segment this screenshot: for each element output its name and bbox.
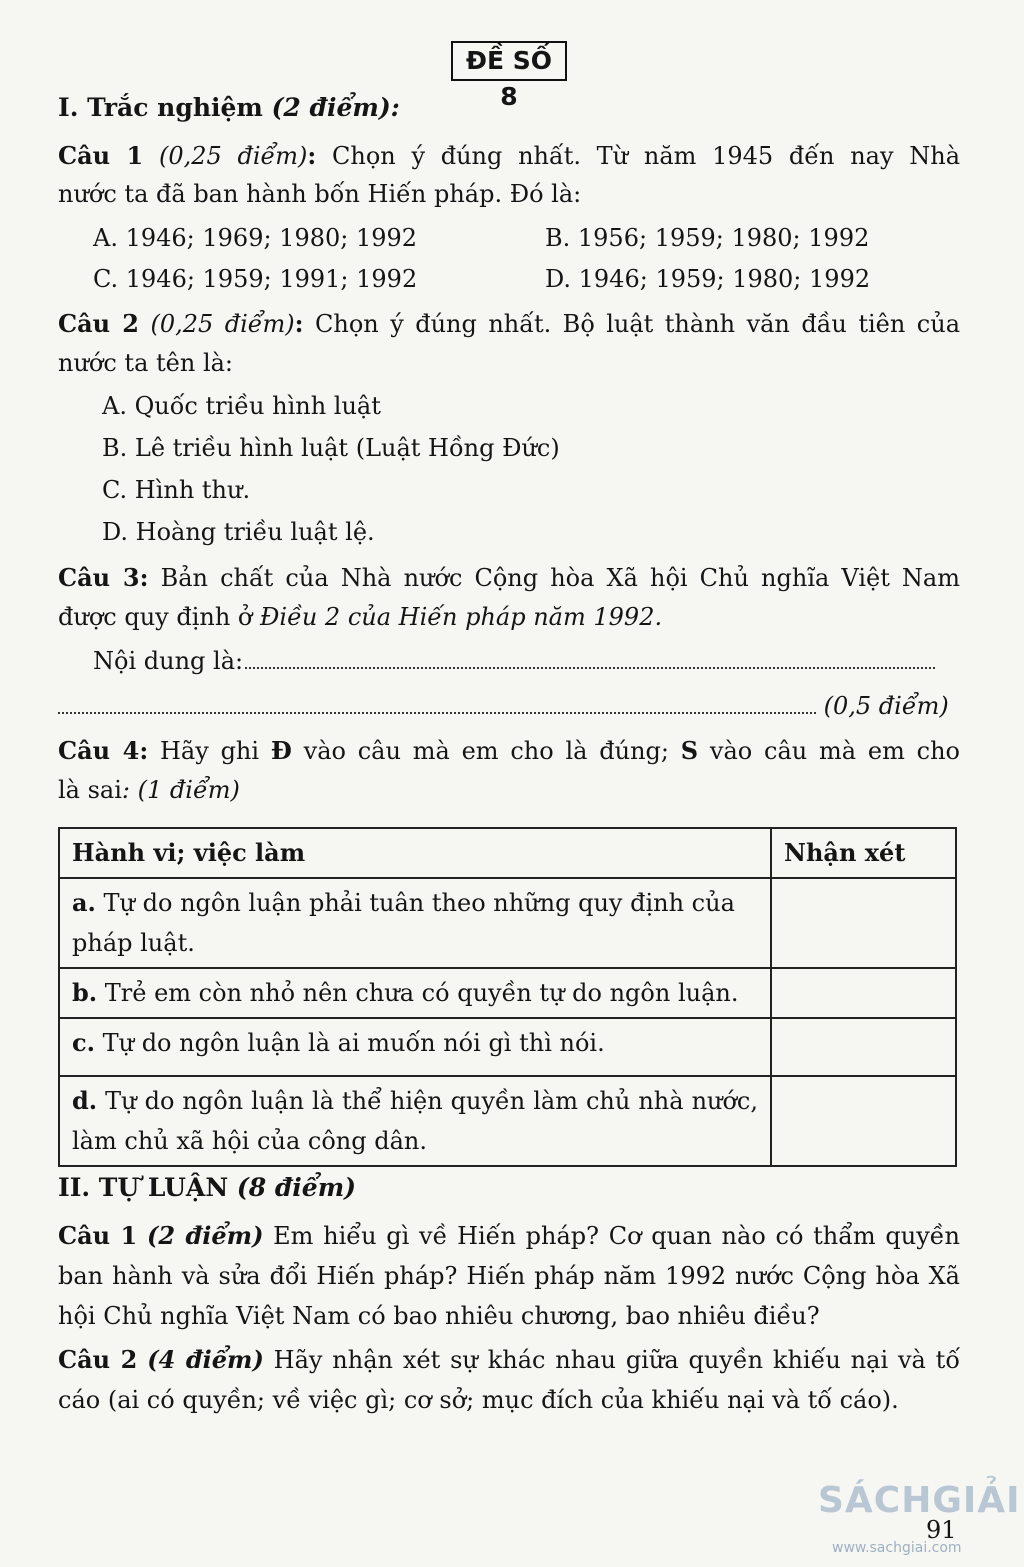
q1-text-line2: nước ta đã ban hành bốn Hiến pháp. Đó là: — [58, 180, 582, 208]
q3-answer-line1 — [93, 645, 935, 677]
q3-points: (0,5 điểm) — [823, 692, 949, 720]
q3-label: Câu 3: — [58, 563, 149, 592]
q1-text-line1: Chọn ý đúng nhất. Từ năm 1945 đến nay Nhà — [316, 142, 960, 170]
q3-answer-label: Nội dung là: — [93, 647, 244, 675]
q1-option-a: A. 1946; 1969; 1980; 1992 — [93, 224, 418, 252]
q1-label: Câu 1 — [58, 141, 144, 170]
q1-option-b: B. 1956; 1959; 1980; 1992 — [545, 224, 870, 252]
row-letter: c. — [72, 1028, 95, 1057]
essay-q1-points: (2 điểm) — [147, 1221, 264, 1250]
q4-row-a-comment-cell[interactable] — [771, 878, 956, 968]
row-text: Tự do ngôn luận là thể hiện quyền làm chủ nhà nước, làm chủ xã hội của công dân. — [72, 1087, 758, 1155]
q2-option-d: D. Hoàng triều luật lệ. — [102, 518, 375, 546]
row-letter: d. — [72, 1086, 98, 1115]
q4-header-comment: Nhận xét — [771, 828, 956, 878]
essay-q1 — [58, 1216, 960, 1336]
q4-row-c-text — [59, 1018, 771, 1076]
q1-option-d: D. 1946; 1959; 1980; 1992 — [545, 265, 871, 293]
row-letter: a. — [72, 888, 96, 917]
q4-table — [58, 827, 957, 1167]
q3-line1 — [58, 562, 960, 594]
q1-option-c: C. 1946; 1959; 1991; 1992 — [93, 265, 418, 293]
q3-text-line1: Bản chất của Nhà nước Cộng hòa Xã hội Chủ nghĩa Việt Nam — [148, 564, 961, 592]
q3-answer-line2 — [58, 690, 949, 722]
q4-text-c: vào câu mà em cho — [698, 737, 961, 765]
essay-q1-label: Câu 1 — [58, 1221, 138, 1250]
q1-colon: : — [307, 141, 317, 170]
q4-row-a-text — [59, 878, 771, 968]
watermark-url: www.sachgiai.com — [832, 1540, 962, 1556]
q4-text-line2: là sai — [58, 776, 122, 804]
q2-label: Câu 2 — [58, 309, 139, 338]
q2-text-line2: nước ta tên là: — [58, 349, 234, 377]
table-row — [59, 1018, 956, 1076]
q4-line1 — [58, 735, 960, 767]
table-row — [59, 968, 956, 1018]
row-text: Tự do ngôn luận phải tuân theo những quy định của pháp luật. — [72, 889, 735, 957]
essay-q2 — [58, 1340, 960, 1420]
row-letter: b. — [72, 978, 98, 1007]
q4-row-d-comment-cell[interactable] — [771, 1076, 956, 1166]
essay-q2-points: (4 điểm) — [147, 1345, 264, 1374]
q2-text-line1: Chọn ý đúng nhất. Bộ luật thành văn đầu tiên của — [303, 310, 960, 338]
part1-heading-text: I. Trắc nghiệm — [58, 93, 263, 122]
part2-points: (8 điểm) — [236, 1173, 356, 1202]
q4-text-b: vào câu mà em cho là đúng; — [291, 737, 681, 765]
q2-option-c: C. Hình thư. — [102, 476, 251, 504]
part1-points: (2 điểm): — [271, 93, 400, 122]
table-row — [59, 878, 956, 968]
exam-title: ĐỀ SỐ 8 — [451, 41, 567, 81]
q4-row-b-text — [59, 968, 771, 1018]
q3-answer-blank-1[interactable] — [245, 667, 935, 669]
q4-row-d-text — [59, 1076, 771, 1166]
q2-points: (0,25 điểm) — [150, 310, 295, 338]
q2-option-b: B. Lê triều hình luật (Luật Hồng Đức) — [102, 434, 560, 462]
q2-colon: : — [294, 309, 304, 338]
page-number: 91 — [926, 1516, 957, 1544]
q1-points: (0,25 điểm) — [158, 142, 308, 170]
q2-line1 — [58, 308, 960, 340]
q4-row-c-comment-cell[interactable] — [771, 1018, 956, 1076]
q4-line2 — [58, 774, 240, 806]
q4-mark-true: Đ — [270, 736, 292, 765]
part2-heading — [58, 1173, 356, 1202]
q1-line1 — [58, 140, 960, 172]
essay-q2-text: Hãy nhận xét sự khác nhau giữa quyền khiếu nại và tố cáo (ai có quyền; về việc gì; cơ sở; mục đích của khiếu nại và tố cáo). — [58, 1346, 961, 1414]
part1-heading — [58, 93, 400, 122]
q3-text-line2-a: được quy định ở — [58, 603, 261, 631]
row-text: Trẻ em còn nhỏ nên chưa có quyền tự do ngôn luận. — [97, 979, 739, 1007]
q4-table-header — [59, 828, 956, 878]
q4-header-behavior: Hành vi; việc làm — [59, 828, 771, 878]
table-row — [59, 1076, 956, 1166]
q4-mark-false: S — [680, 736, 699, 765]
q3-answer-blank-2[interactable] — [58, 712, 816, 714]
part2-heading-text: II. TỰ LUẬN — [58, 1173, 229, 1202]
essay-q2-label: Câu 2 — [58, 1345, 138, 1374]
row-text: Tự do ngôn luận là ai muốn nói gì thì nói. — [94, 1029, 605, 1057]
q3-text-line2-b: Điều 2 của Hiến pháp năm 1992. — [260, 603, 663, 631]
essay-q1-text: Em hiểu gì về Hiến pháp? Cơ quan nào có thẩm quyền ban hành và sửa đổi Hiến pháp? Hiến pháp năm 1992 nước Cộng hòa Xã hội Chủ nghĩa Việt Nam có bao nhiêu chương, bao nhiêu điều? — [58, 1222, 961, 1330]
watermark-logo: SÁCHGIẢI — [818, 1480, 1021, 1521]
q4-row-b-comment-cell[interactable] — [771, 968, 956, 1018]
q3-line2 — [58, 601, 662, 633]
q2-option-a: A. Quốc triều hình luật — [102, 392, 381, 420]
q4-label: Câu 4: — [58, 736, 149, 765]
q4-text-a: Hãy ghi — [148, 737, 271, 765]
q4-points: : (1 điểm) — [121, 776, 240, 804]
